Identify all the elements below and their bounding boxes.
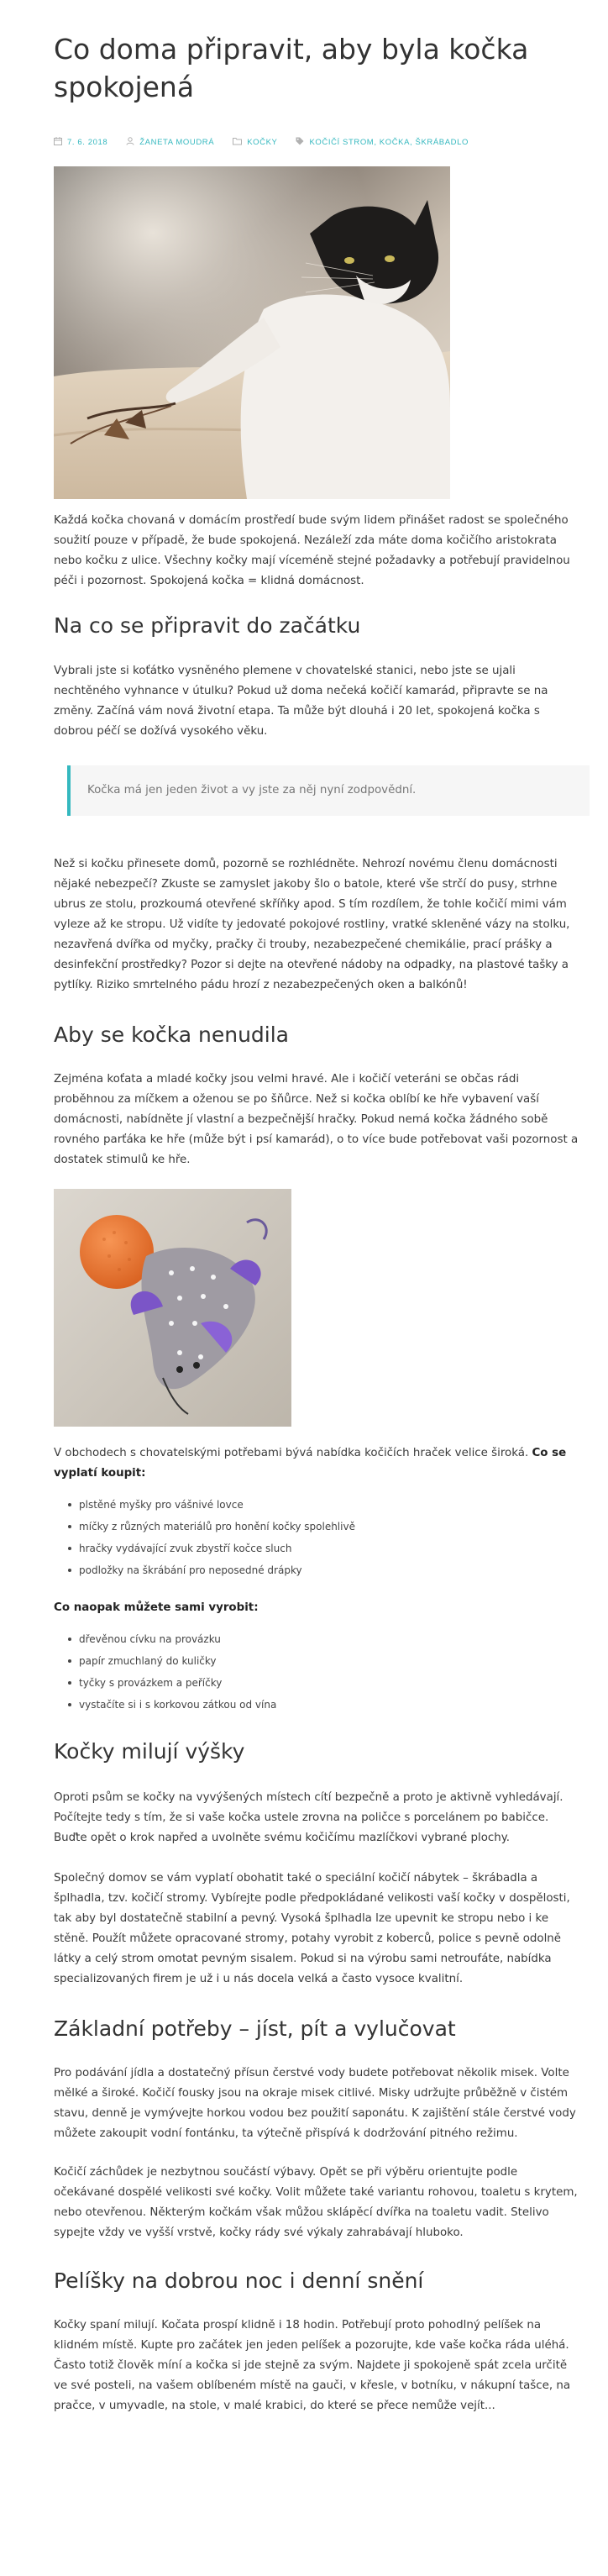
post-tags-link[interactable]: KOČIČÍ STROM, KOČKA, ŠKRÁBADLO	[309, 137, 469, 147]
user-icon	[126, 137, 134, 148]
needs-paragraph-1: Pro podávání jídla a dostatečný přísun čerstvé vody budete potřebovat několik misek. Volte mělké a široké. Kočičí fousky jsou na okraje misek citlivé. Misky udržujte průběžně v čistém stavu, denně je vymývejte horkou vodou bez použití saponátu. K zajištění stále čerstvé vody můžete zakoupit vodní fontánku, ta výtečně přispívá k dodržování pitného režimu.	[54, 2067, 576, 2140]
heading-boredom: Aby se kočka nenudila	[54, 1023, 289, 1047]
buy-list	[54, 1494, 578, 1581]
needs-paragraph-2: Kočičí záchůdek je nezbytnou součástí výbavy. Opět se při výběru orientujte podle očekávané dospělé velikosti své kočky. Volit můžete také variantu rohovou, toaletu s krytem, nebo otevřenou. Některým kočkám však můžou sklápěcí dvířka na toaletu vadit. Stelivo sypejte vždy ve vyšší vrstvě, kočky rády své výkaly zahrabávají hluboko.	[54, 2166, 578, 2239]
cat-photo	[54, 166, 450, 499]
boredom-paragraph-1: Zejména koťata a mladé kočky jsou velmi hravé. Ale i kočičí veteráni se občas rádi proběhnou za míčkem a oženou se po šňůrce. Než si kočka oblíbí ke hře vybavení vaší domácnosti, nabídněte jí vlastní a bezpečnější hračky. Pokud nemá kočka žádného sobě rovného parťáka ke hře (může být i psí kamarád), o to více bude potřebovat vaši pozornost a dostatek stimulů ke hře.	[54, 1073, 579, 1166]
beds-paragraph-1: Kočky spaní milují. Kočata prospí klidně i 18 hodin. Potřebují proto pohodlný pelíšek na klidném místě. Kupte pro začátek jen jeden pelíšek a pozorujte, kde vaše kočka ráda uléhá. Často totiž člověk míní a kočka si jde stejně za svým. Najdete ji spokojeně spát zcela určitě ve své posteli, na vašem oblíbeném místě na gauči, v křesle, v botníku, v nákupní tašce, na pračce, v umyvadle, na stole, v malé krabici, do které se přece nemůže vejít...	[54, 2319, 571, 2412]
list-item: plstěné myšky pro vášnivé lovce	[79, 1494, 578, 1516]
list-item: hračky vydávající zvuk zbystří kočce sluch	[79, 1538, 578, 1559]
list-item: podložky na škrábání pro neposedné drápky	[79, 1559, 578, 1581]
heights-paragraph-1: Oproti psům se kočky na vyvýšených místech cítí bezpečně a proto je aktivně vyhledávají. Počítejte tedy s tím, že si vaše kočka ustele zrovna na poličce s porcelánem po babičce. Buďte opět o krok napřed a uvolněte svému kočičímu mazlíčkovi vybrané plochy.	[54, 1791, 563, 1844]
post-date-link[interactable]: 7. 6. 2018	[67, 137, 108, 147]
toys-paragraph	[54, 1443, 579, 1484]
heading-basic-needs: Základní potřeby – jíst, pít a vylučovat	[54, 2016, 456, 2041]
page-title: Co doma připravit, aby byla kočka spokojená	[54, 33, 529, 103]
blockquote: Kočka má jen jeden život a vy jste za něj nyní zodpovědní.	[67, 765, 590, 816]
post-author	[126, 137, 214, 148]
buy-label: Co se vyplatí koupit:	[54, 1447, 567, 1480]
post-category-link[interactable]: KOČKY	[247, 137, 278, 147]
list-item: tyčky s provázkem a peříčky	[79, 1672, 578, 1694]
list-item: papír zmuchlaný do kuličky	[79, 1650, 578, 1672]
heading-prepare: Na co se připravit do začátku	[54, 613, 361, 638]
prepare-paragraph-2: Než si kočku přinesete domů, pozorně se rozhlédněte. Nehrozí novému členu domácnosti nějaké nebezpečí? Zkuste se zamyslet jakoby šlo o batole, které vše strčí do pusy, strhne ubrus ze stolu, prozkoumá otevřené skříňky apod. S tím rozdílem, že tohle kočičí mimi vám vyleze až ke stropu. Už vidíte ty jedovaté pokojové rostliny, vratké skleněné vázy na stolku, nezavřená dvířka od myčky, pračky či trouby, nezabezpečené chemikálie, prací prášky a desinfekční prostředky? Pozor si dejte na otevřené nádoby na odpadky, na plastové tašky a pytlíky. Riziko smrtelného pádu hrozí z nezabezpečených oken a balkónů!	[54, 858, 570, 991]
post-category	[233, 137, 277, 148]
toys-paragraph-text: V obchodech s chovatelskými potřebami bývá nabídka kočičích hraček velice široká.	[54, 1447, 532, 1459]
post-author-link[interactable]: ŽANETA MOUDRÁ	[139, 137, 215, 147]
post-tags	[296, 137, 469, 148]
post-meta	[54, 136, 578, 148]
make-label: Co naopak můžete sami vyrobit:	[54, 1601, 259, 1614]
list-item: dřevěnou cívku na provázku	[79, 1628, 578, 1650]
heading-heights: Kočky milují výšky	[54, 1739, 245, 1764]
list-item: míčky z různých materiálů pro honění kočky spolehlivě	[79, 1516, 578, 1538]
intro-paragraph: Každá kočka chovaná v domácím prostředí bude svým lidem přinášet radost se společného soužití pouze v případě, že bude spokojená. Nezáleží zda máte doma kočičího aristokrata nebo kočku z ulice. Všechny kočky mají víceméně stejné požadavky a potřebují pravidelnou péči i pozornost. Spokojená kočka = klidná domácnost.	[54, 514, 570, 587]
list-item: vystačíte si i s korkovou zátkou od vína	[79, 1694, 578, 1716]
tag-icon	[296, 137, 304, 148]
toy-mouse-photo	[54, 1189, 291, 1427]
prepare-paragraph-1: Vybrali jste si koťátko vysněného plemene v chovatelské stanici, nebo jste se ujali nechtěného vyhnance v útulku? Pokud už doma nečeká kočičí kamarád, připravte se na změny. Začíná vám nová životní etapa. Ta může být dlouhá i 20 let, spokojená kočka s dobrou péčí se dožívá vysokého věku.	[54, 665, 548, 738]
calendar-icon	[54, 137, 62, 148]
make-list	[54, 1628, 578, 1716]
post-date	[54, 137, 107, 148]
folder-icon	[233, 137, 242, 148]
heading-beds: Pelíšky na dobrou noc i denní snění	[54, 2268, 424, 2293]
heights-paragraph-2: Společný domov se vám vyplatí obohatit také o speciální kočičí nábytek – škrábadla a šplhadla, tzv. kočičí stromy. Vybírejte podle předpokládané velikosti vaší kočky v dospělosti, tak aby byl dostatečně stabilní a pevný. Vysoká šplhadla lze upevnit ke stropu nebo i ke stěně. Použít můžete opracované stromy, potahy vyrobit z koberců, police s pevně odolně látky a celý strom omotat pevným sisalem. Pokud si na výrobu sami netroufáte, nabídka specializovaných firem je už i u nás docela velká a často vysoce kvalitní.	[54, 1872, 570, 1985]
